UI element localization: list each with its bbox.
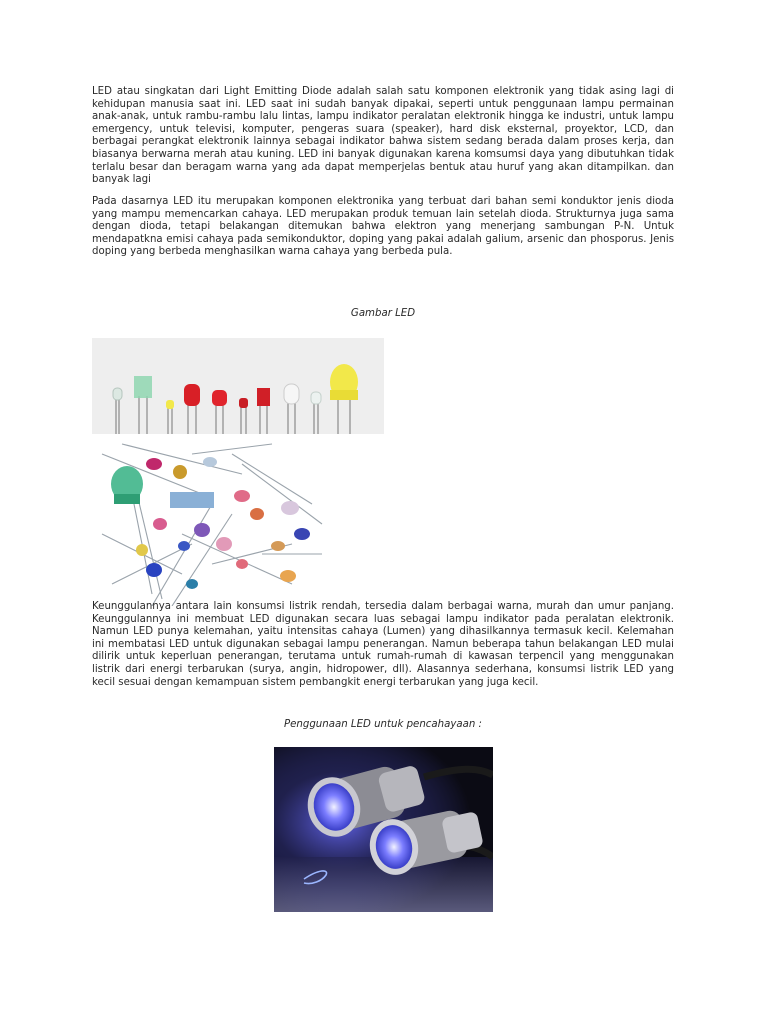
led-lineup-photo [92,338,384,434]
caption-lighting-use: Penggunaan LED untuk pencahayaan : [284,719,482,730]
led-downlight-photo [274,747,493,912]
paragraph-definition: Pada dasarnya LED itu merupakan komponen elektronika yang terbuat dari bahan semi konduktor jenis dioda yang mampu memencarkan cahaya. LED merupakan produk temuan lain setelah dioda. Strukturnya juga sama dengan dioda, tetapi belakangan ditemukan bahwa elektron yang menerjang sambungan P-N. Untuk mendapatkna emisi cahaya pada semikonduktor, doping yang pakai adalah galium, arsenic dan phosporus. Jenis doping yang berbeda menghasilkan warna cahaya yang berbeda pula. [92,196,674,258]
paragraph-intro: LED atau singkatan dari Light Emitting Diode adalah salah satu komponen elektronik yang tidak asing lagi di kehidupan manusia saat ini. LED saat ini sudah banyak dipakai, seperti untuk penggunaan lampu permainan anak-anak, untuk rambu-rambu lalu lintas, lampu indikator peralatan elektronik hingga ke industri, untuk lampu emergency, untuk televisi, komputer, pengeras suara (speaker), hard disk eksternal, proyektor, LCD, dan berbagai perangkat elektronik lainnya sebagai indikator bahwa sistem sedang berada dalam proses kerja, dan biasanya berwarna merah atau kuning. LED ini banyak digunakan karena komsumsi daya yang dibutuhkan tidak terlalu besar dan beragam warna yang ada dapat memperjelas bentuk atau huruf yang akan ditampilkan. dan banyak lagi [92,86,674,186]
caption-led-picture: Gambar LED [350,308,416,319]
paragraph-advantages: Keunggulannya antara lain konsumsi listrik rendah, tersedia dalam berbagai warna, murah dan umur panjang. Keunggulannya ini membuat LED digunakan secara luas sebagai lampu indikator pada peralatan elektronik. Namun LED punya kelemahan, yaitu intensitas cahaya (Lumen) yang dihasilkannya termasuk kecil. Kelemahan ini membatasi LED untuk digunakan sebagai lampu penerangan. Namun beberapa tahun belakangan LED mulai dilirik untuk keperluan penerangan, terutama untuk rumah-rumah di kawasan terpencil yang menggunakan listrik dari energi terbarukan (surya, angin, hidropower, dll). Alasannya sederhana, konsumsi listrik LED yang kecil sesuai dengan kemampuan sistem pembangkit energi terbarukan yang juga kecil. [92,601,674,688]
assorted-leds-photo [92,434,326,606]
